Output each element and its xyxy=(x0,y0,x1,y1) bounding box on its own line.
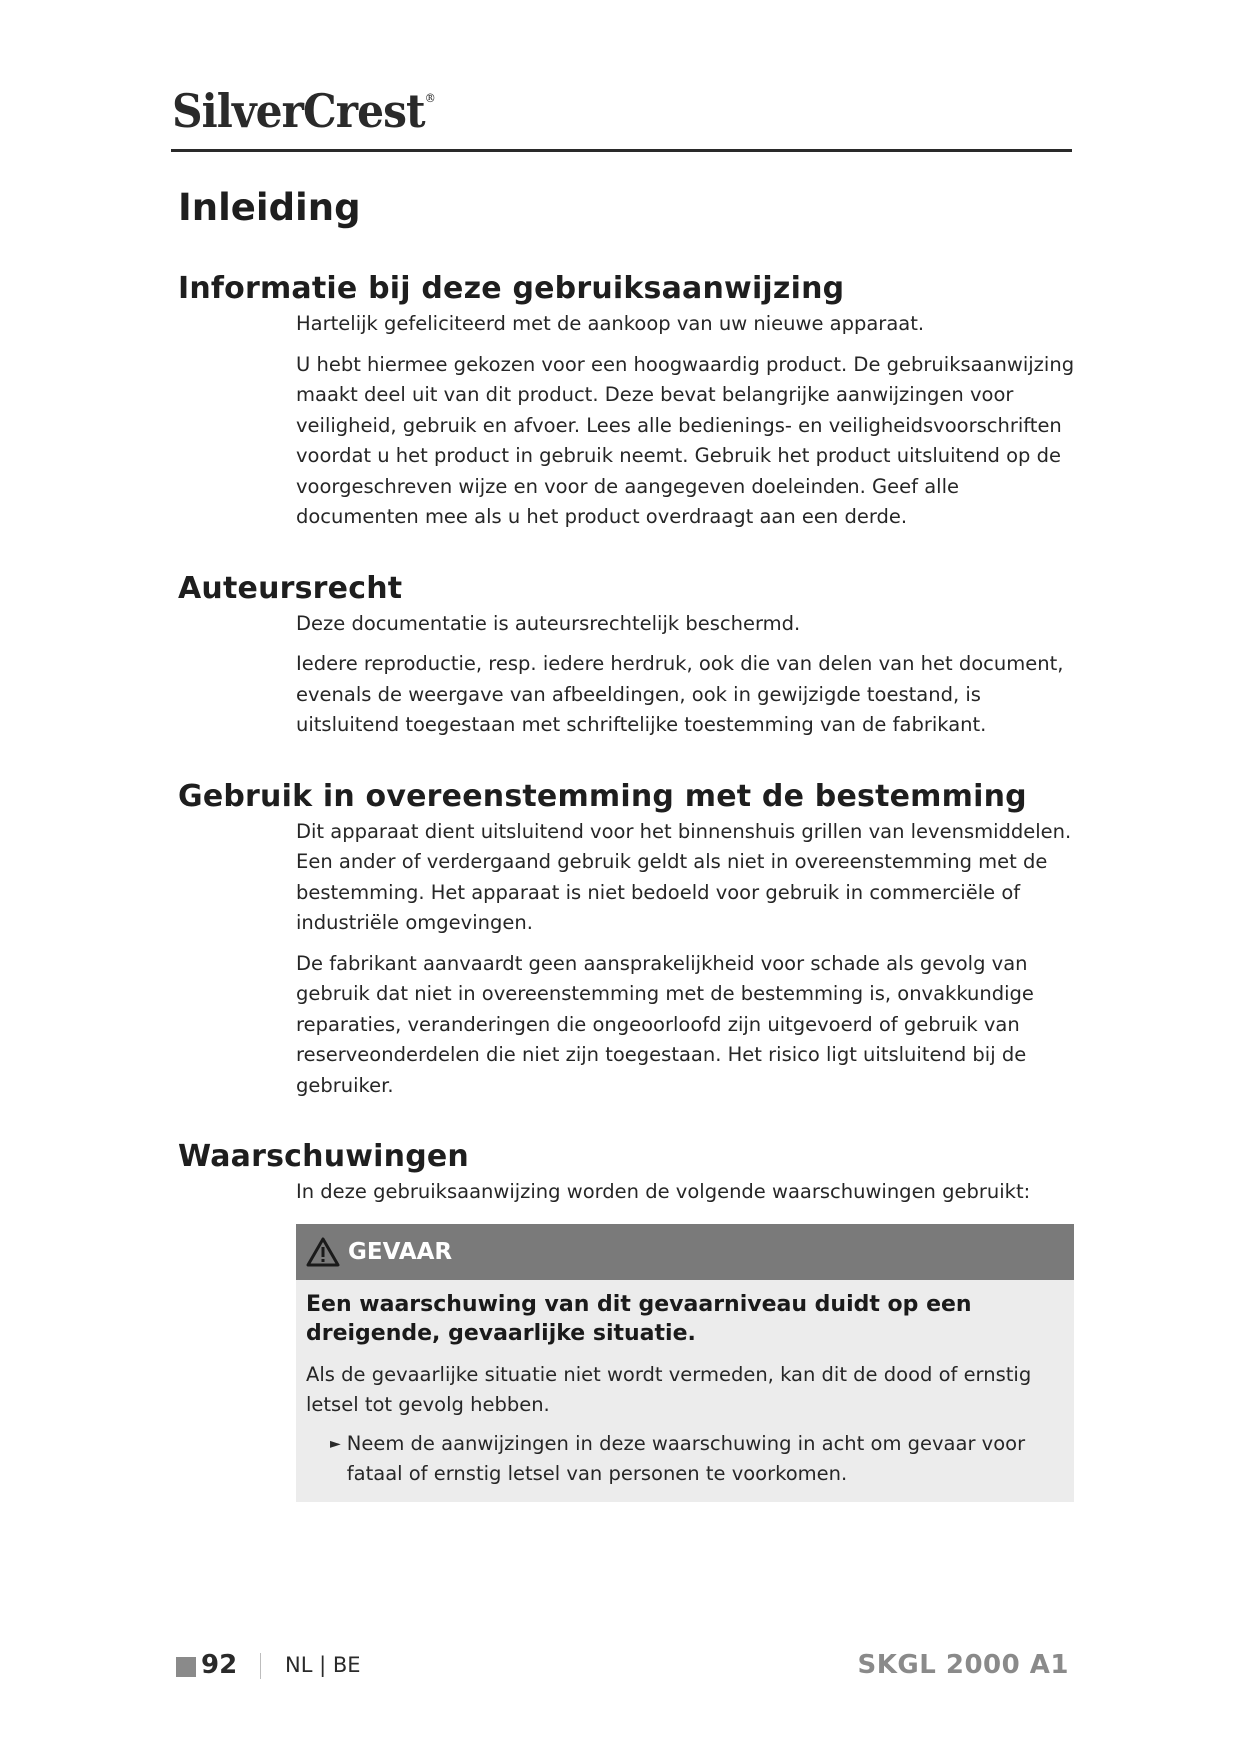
warning-label: GEVAAR xyxy=(348,1238,453,1265)
brand-logo xyxy=(172,84,435,138)
warning-text: Als de gevaarlijke situatie niet wordt vermeden, kan dit de dood of ernstig letsel tot gevolg hebben. xyxy=(306,1362,1032,1416)
warning-triangle-icon xyxy=(306,1237,340,1267)
section-intended-use xyxy=(178,777,1078,1102)
paragraph: U hebt hiermee gekozen voor een hoogwaardig product. De gebruiksaanwijzing maakt deel uit van dit product. Deze bevat belangrijke aanwijzingen voor veiligheid, gebruik en afvoer. Lees alle bedienings- en veiligheidsvoorschriften voordat u het product in gebruik neemt. Gebruik het product uitsluitend op de voorgeschreven wijze en voor de aangegeven doeleinden. Geef alle documenten mee als u het product overdraagt aan een derde. xyxy=(296,352,1075,528)
paragraph: Iedere reproductie, resp. iedere herdruk, ook die van delen van het document, evenals de weergave van afbeeldingen, ook in gewijzigde toestand, is uitsluitend toegestaan met schriftelijke toestemming van de fabrikant. xyxy=(296,652,1064,736)
page-number: 92 xyxy=(201,1650,238,1680)
paragraph: In deze gebruiksaanwijzing worden de volgende waarschuwingen gebruikt: xyxy=(296,1180,1031,1203)
header-rule xyxy=(171,149,1072,152)
warning-bullet xyxy=(306,1429,1062,1498)
lang-primary: NL xyxy=(285,1653,313,1677)
section-copyright xyxy=(178,569,1078,741)
bullet-arrow-icon: ► xyxy=(330,1435,341,1452)
lang-divider: | xyxy=(319,1653,327,1677)
paragraph: De fabrikant aanvaardt geen aansprakelijkheid voor schade als gevolg van gebruik dat niet in overeenstemming met de bestemming is, onvakkundige reparaties, veranderingen die ongeoorloofd zijn uitgevoerd of gebruik van reserveonderdelen die niet zijn toegestaan. Het risico ligt uitsluitend bij de gebruiker. xyxy=(296,951,1034,1097)
page-marker-square xyxy=(176,1657,196,1677)
warning-lead: Een waarschuwing van dit gevaarniveau duidt op een dreigende, gevaarlijke situatie. xyxy=(306,1291,972,1346)
brand-name: SilverCrest xyxy=(172,84,425,138)
section-information xyxy=(178,269,1078,533)
danger-warning-box xyxy=(296,1224,1074,1502)
section-heading: Waarschuwingen xyxy=(178,1139,469,1174)
footer-divider xyxy=(260,1653,261,1679)
main-content xyxy=(178,183,1078,1502)
section-heading: Gebruik in overeenstemming met de bestemming xyxy=(178,778,1027,814)
section-warnings xyxy=(178,1137,1078,1502)
lang-secondary: BE xyxy=(332,1653,361,1677)
section-heading: Informatie bij deze gebruiksaanwijzing xyxy=(178,271,845,306)
warning-header xyxy=(296,1224,1074,1280)
page-title: Inleiding xyxy=(178,186,361,229)
page-footer xyxy=(0,1650,1241,1690)
bullet-text: Neem de aanwijzingen in deze waarschuwing in acht om gevaar voor fataal of ernstig letsel van personen te voorkomen. xyxy=(346,1431,1026,1485)
model-number: SKGL 2000 A1 xyxy=(857,1650,1069,1680)
registered-mark: ® xyxy=(424,91,435,105)
language-codes xyxy=(285,1653,361,1677)
section-heading: Auteursrecht xyxy=(178,570,403,606)
paragraph: Hartelijk gefeliciteerd met de aankoop van uw nieuwe apparaat. xyxy=(296,312,925,335)
paragraph: Dit apparaat dient uitsluitend voor het binnenshuis grillen van levensmiddelen. Een ander of verdergaand gebruik geldt als niet in overeenstemming met de bestemming. Het apparaat is niet bedoeld voor gebruik in commerciële of industriële omgevingen. xyxy=(296,819,1072,934)
paragraph: Deze documentatie is auteursrechtelijk beschermd. xyxy=(296,611,801,635)
